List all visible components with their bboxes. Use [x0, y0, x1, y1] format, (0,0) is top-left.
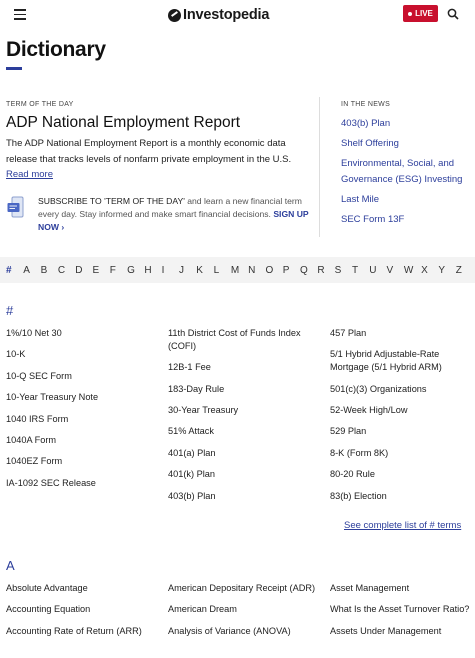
term-link[interactable]: 10-K: [6, 349, 26, 360]
alpha-link-c[interactable]: C: [57, 264, 66, 276]
subscribe-text: [38, 195, 310, 234]
term-link[interactable]: 51% Attack: [168, 426, 214, 437]
alpha-link-x[interactable]: X: [421, 264, 428, 276]
alpha-link-r[interactable]: R: [317, 264, 325, 276]
top-bar: [0, 0, 475, 30]
term-link[interactable]: IA-1092 SEC Release: [6, 477, 96, 488]
news-item[interactable]: Last Mile: [341, 194, 380, 205]
vertical-divider: [319, 97, 320, 237]
alpha-link-hash[interactable]: #: [6, 264, 12, 276]
alpha-link-p[interactable]: P: [282, 264, 290, 276]
alpha-link-q[interactable]: Q: [300, 264, 308, 276]
page-title: Dictionary: [6, 38, 106, 61]
section-heading-hash: #: [6, 303, 14, 318]
alpha-link-t[interactable]: T: [351, 264, 359, 276]
term-link[interactable]: 1040A Form: [6, 434, 57, 445]
subscribe-headline: SUBSCRIBE TO 'TERM OF THE DAY': [38, 196, 185, 206]
term-description-text: The ADP National Employment Report is a monthly economic data release that tracks levels of nonfarm private employment in the U.S.: [6, 138, 292, 165]
logo-text: Investopedia: [183, 7, 270, 23]
alpha-link-j[interactable]: J: [178, 264, 184, 276]
a-terms-column-3: [330, 582, 472, 638]
title-underline: [6, 67, 22, 70]
term-of-the-day-description: [6, 136, 306, 183]
news-item[interactable]: Shelf Offering: [341, 138, 399, 149]
term-link[interactable]: What Is the Asset Turnover Ratio?: [330, 604, 470, 615]
term-link[interactable]: 1040 IRS Form: [6, 413, 69, 424]
news-item[interactable]: Environmental, Social, and Governance (ESG) Investing: [341, 158, 463, 185]
section-heading-a: A: [6, 558, 15, 573]
in-the-news-label: IN THE NEWS: [341, 101, 391, 108]
a-terms-column-1: [6, 582, 156, 638]
live-button[interactable]: [403, 5, 438, 22]
logo-mark-icon: [168, 9, 181, 22]
alpha-link-b[interactable]: B: [40, 264, 48, 276]
alpha-link-w[interactable]: W: [403, 264, 414, 276]
term-link[interactable]: 501(c)(3) Organizations: [330, 383, 427, 394]
investopedia-logo[interactable]: [168, 6, 269, 24]
alpha-link-f[interactable]: F: [109, 264, 116, 276]
term-link[interactable]: Absolute Advantage: [6, 583, 88, 593]
term-link[interactable]: Accounting Equation: [6, 604, 91, 615]
term-link[interactable]: 83(b) Election: [330, 490, 387, 501]
term-of-the-day-title[interactable]: ADP National Employment Report: [6, 114, 241, 131]
term-link[interactable]: 10-Q SEC Form: [6, 370, 72, 381]
term-of-the-day-label: TERM OF THE DAY: [6, 101, 74, 108]
alpha-link-n[interactable]: N: [248, 264, 256, 276]
alphabet-nav: [0, 257, 475, 283]
news-item[interactable]: 403(b) Plan: [341, 118, 391, 129]
hash-terms-column-1: [6, 327, 156, 490]
subscribe-body: and learn a new financial term every day. Stay informed and make smart financial decisions.: [38, 196, 302, 219]
alpha-link-g[interactable]: G: [127, 264, 135, 276]
in-the-news-list: [341, 116, 471, 232]
alpha-link-i[interactable]: I: [161, 264, 165, 276]
term-link[interactable]: 183-Day Rule: [168, 383, 225, 394]
alpha-link-s[interactable]: S: [334, 264, 342, 276]
alpha-link-d[interactable]: D: [75, 264, 83, 276]
newsletter-phone-icon: [7, 195, 29, 221]
term-link[interactable]: 10-Year Treasury Note: [6, 392, 99, 403]
alpha-link-y[interactable]: Y: [438, 264, 446, 276]
term-link[interactable]: Asset Management: [330, 583, 410, 593]
news-item[interactable]: SEC Form 13F: [341, 214, 405, 225]
alpha-link-u[interactable]: U: [369, 264, 377, 276]
term-link[interactable]: 529 Plan: [330, 426, 367, 437]
term-link[interactable]: 52-Week High/Low: [330, 404, 408, 415]
read-more-link[interactable]: Read more: [6, 169, 53, 180]
alpha-link-m[interactable]: M: [230, 264, 240, 276]
hash-terms-column-3: [330, 327, 472, 502]
see-all-hash-terms-link[interactable]: See complete list of # terms: [344, 520, 462, 531]
alpha-link-v[interactable]: V: [386, 264, 394, 276]
live-dot-icon: [408, 12, 412, 16]
hamburger-menu-icon[interactable]: [14, 9, 26, 20]
alpha-link-z[interactable]: Z: [455, 264, 462, 276]
term-link[interactable]: American Dream: [168, 604, 237, 615]
sign-up-now-link[interactable]: SIGN UP NOW ›: [38, 209, 309, 232]
term-link[interactable]: 1040EZ Form: [6, 456, 63, 467]
hash-terms-column-2: [168, 327, 316, 502]
term-link[interactable]: 1%/10 Net 30: [6, 328, 62, 338]
term-link[interactable]: 80-20 Rule: [330, 469, 375, 480]
term-link[interactable]: American Depositary Receipt (ADR): [168, 583, 316, 593]
term-link[interactable]: 30-Year Treasury: [168, 404, 239, 415]
term-link[interactable]: 401(k) Plan: [168, 469, 215, 480]
alpha-link-e[interactable]: E: [92, 264, 100, 276]
term-link[interactable]: 12B-1 Fee: [168, 362, 211, 373]
a-terms-column-2: [168, 582, 316, 638]
alpha-link-k[interactable]: K: [196, 264, 203, 276]
alpha-link-h[interactable]: H: [144, 264, 152, 276]
live-label: LIVE: [415, 9, 433, 18]
alpha-link-a[interactable]: A: [23, 264, 30, 276]
term-link[interactable]: 401(a) Plan: [168, 447, 216, 458]
term-link[interactable]: Analysis of Variance (ANOVA): [168, 625, 291, 636]
term-link[interactable]: 11th District Cost of Funds Index (COFI): [168, 328, 301, 351]
term-link[interactable]: Assets Under Management: [330, 625, 442, 636]
term-link[interactable]: 8-K (Form 8K): [330, 447, 389, 458]
term-link[interactable]: Accounting Rate of Return (ARR): [6, 625, 142, 636]
term-link[interactable]: 457 Plan: [330, 328, 367, 338]
term-link[interactable]: 5/1 Hybrid Adjustable-Rate Mortgage (5/1 Hybrid ARM): [330, 349, 442, 373]
search-icon[interactable]: [447, 8, 459, 20]
alpha-link-l[interactable]: L: [213, 264, 220, 276]
term-link[interactable]: 403(b) Plan: [168, 490, 216, 501]
alpha-link-o[interactable]: O: [265, 264, 274, 276]
